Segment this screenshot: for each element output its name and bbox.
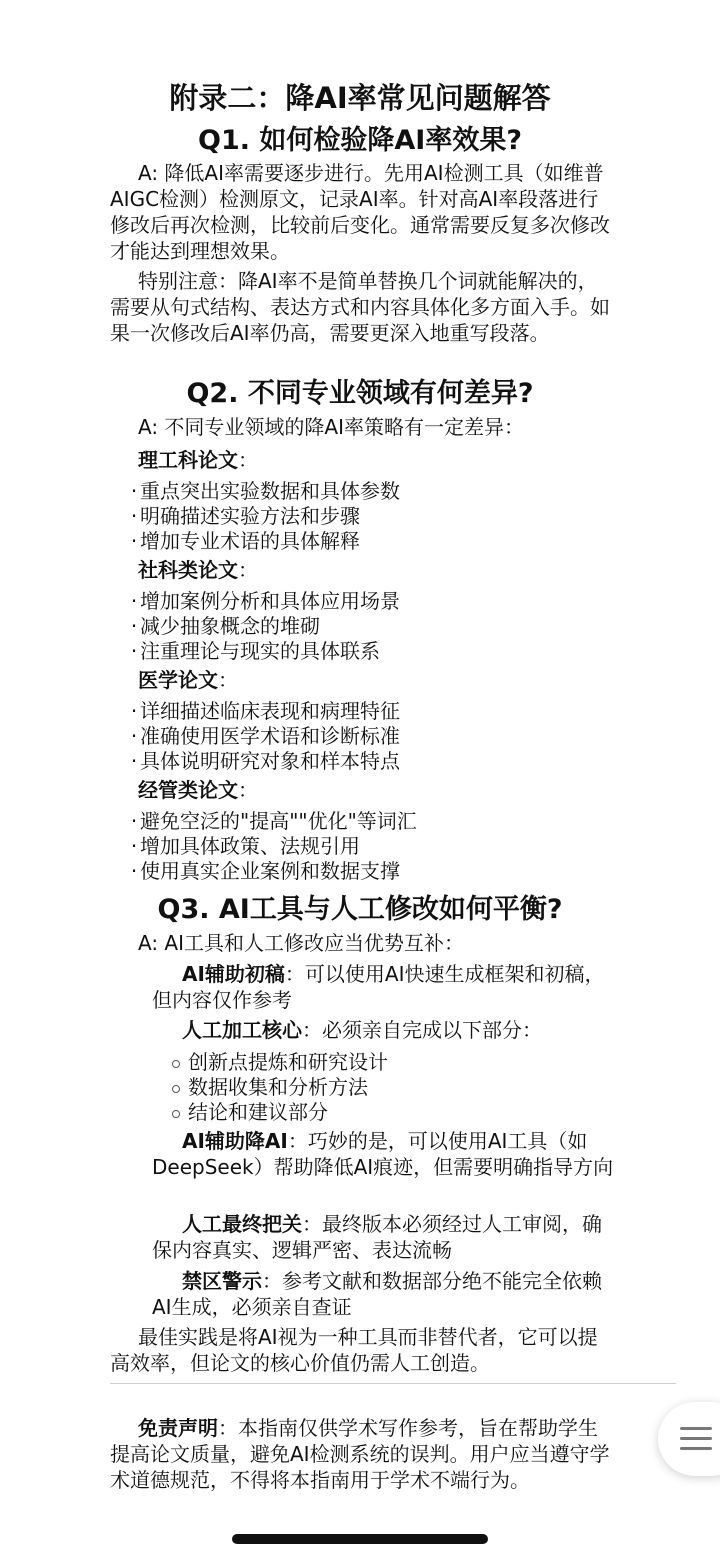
disclaimer-text: ：本指南仅供学术写作参考，旨在帮助学生提高论文质量，避免AI检测系统的误判。用户应当遵守学术道德规范，不得将本指南用于学术不端行为。 xyxy=(110,1416,610,1492)
q1-note: 特别注意：降AI率不是简单替换几个词就能解决的，需要从句式结构、表达方式和内容具体化多方面入手。如果一次修改后AI率仍高，需要更深入地重写段落。 xyxy=(110,269,610,345)
list-item: · 明确描述实验方法和步骤 xyxy=(130,504,360,528)
list-item: · 减少抽象概念的堆砌 xyxy=(130,614,320,638)
q3-point-ai-reduce xyxy=(152,1128,614,1180)
q2-heading: Q2. 不同专业领域有何差异? xyxy=(186,378,534,409)
point-text: ：必须亲自完成以下部分： xyxy=(302,1018,542,1042)
list-item: · 增加具体政策、法规引用 xyxy=(130,834,360,858)
list-item: · 避免空泛的"提高""优化"等词汇 xyxy=(130,809,417,833)
field-name: 理工科论文 xyxy=(138,448,238,472)
q3-intro: A: AI工具和人工修改应当优势互补： xyxy=(138,931,465,955)
point-label: AI辅助初稿 xyxy=(182,962,285,986)
q3-point-ai-draft xyxy=(152,961,614,1013)
q3-point-human-core xyxy=(152,1017,614,1043)
point-label: 禁区警示 xyxy=(182,1269,262,1293)
list-item: 创新点提炼和研究设计 xyxy=(172,1050,388,1075)
divider xyxy=(110,1383,676,1384)
list-item: · 注重理论与现实的具体联系 xyxy=(130,639,380,663)
point-text: ：参考文献和数据部分绝不能完全依赖AI生成，必须亲自查证 xyxy=(152,1269,602,1319)
page-title: 附录二：降AI率常见问题解答 xyxy=(169,81,551,115)
point-text: ：最终版本必须经过人工审阅，确保内容真实、逻辑严密、表达流畅 xyxy=(152,1212,602,1262)
field-heading-medicine: 医学论文： xyxy=(138,668,238,692)
point-label: AI辅助降AI xyxy=(182,1129,288,1153)
q3-point-warning xyxy=(152,1268,614,1320)
q3-heading: Q3. AI工具与人工修改如何平衡? xyxy=(157,894,563,925)
field-name: 经管类论文 xyxy=(138,778,238,802)
q1-answer: A: 降低AI率需要逐步进行。先用AI检测工具（如维普AIGC检测）检测原文，记录AI率。针对高AI率段落进行修改后再次检测，比较前后变化。通常需要反复多次修改才能达到理想效果。 xyxy=(110,161,610,263)
field-heading-social-science: 社科类论文： xyxy=(138,558,258,582)
q2-intro: A: 不同专业领域的降AI率策略有一定差异： xyxy=(138,415,525,439)
home-indicator[interactable] xyxy=(232,1534,488,1544)
circle-bullet-icon xyxy=(172,1085,180,1093)
list-item: · 详细描述临床表现和病理特征 xyxy=(130,699,400,723)
disclaimer-label: 免责声明 xyxy=(138,1416,218,1440)
field-name: 社科类论文 xyxy=(138,558,238,582)
q3-point-human-check xyxy=(152,1211,614,1263)
field-heading-engineering: 理工科论文： xyxy=(138,448,258,472)
list-item: 结论和建议部分 xyxy=(172,1100,328,1125)
field-heading-management: 经管类论文： xyxy=(138,778,258,802)
point-text: ：可以使用AI快速生成框架和初稿，但内容仅作参考 xyxy=(152,962,605,1012)
menu-button[interactable] xyxy=(658,1402,720,1476)
point-text: ：巧妙的是，可以使用AI工具（如DeepSeek）帮助降低AI痕迹，但需要明确指导方向 xyxy=(152,1129,614,1179)
circle-bullet-icon xyxy=(172,1060,180,1068)
point-label: 人工加工核心 xyxy=(182,1018,302,1042)
circle-bullet-icon xyxy=(172,1110,180,1118)
list-item: 数据收集和分析方法 xyxy=(172,1075,368,1100)
list-item: · 使用真实企业案例和数据支撑 xyxy=(130,859,400,883)
list-item: · 增加专业术语的具体解释 xyxy=(130,529,360,553)
list-item: · 增加案例分析和具体应用场景 xyxy=(130,589,400,613)
q3-conclusion: 最佳实践是将AI视为一种工具而非替代者，它可以提高效率，但论文的核心价值仍需人工创造。 xyxy=(110,1325,598,1375)
field-name: 医学论文 xyxy=(138,668,218,692)
point-label: 人工最终把关 xyxy=(182,1212,302,1236)
q1-heading: Q1. 如何检验降AI率效果? xyxy=(198,125,522,156)
disclaimer xyxy=(110,1415,615,1493)
list-item: · 具体说明研究对象和样本特点 xyxy=(130,749,400,773)
list-item: · 准确使用医学术语和诊断标准 xyxy=(130,724,400,748)
list-item: · 重点突出实验数据和具体参数 xyxy=(130,479,400,503)
